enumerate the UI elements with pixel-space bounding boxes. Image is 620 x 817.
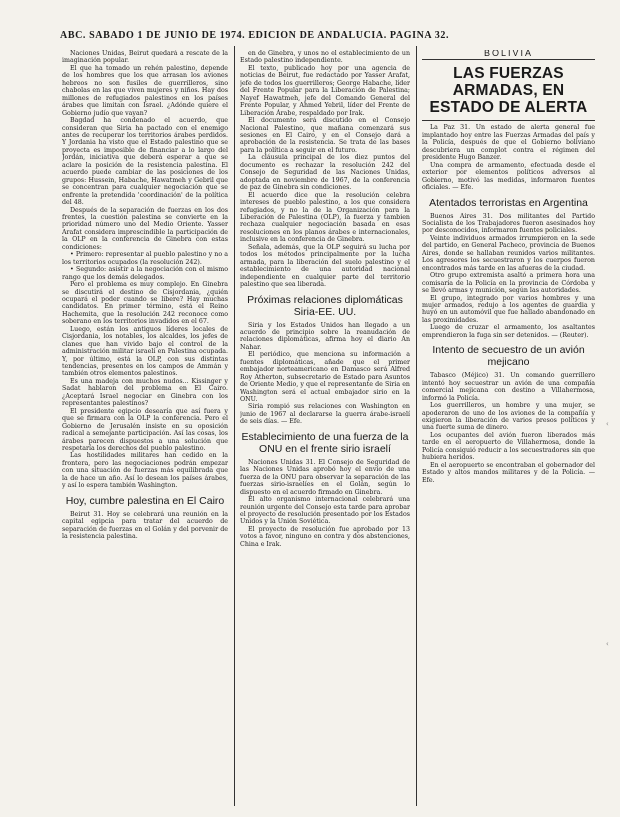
paragraph: Una compra de armamento, efectuada desde el exterior por elementos políticos adversos al Gobierno, motivó las medidas, informaron fuentes oficiales. — Efe. <box>422 161 595 192</box>
paragraph: Es una madeja con muchos nudos... Kissinger y Sadat hablaron del problema en El Cairo. ¿Aceptará Israel negociar en Ginebra con los representantes palestinos? <box>62 377 228 408</box>
paragraph: Siria y los Estados Unidos han llegado a un acuerdo de principio sobre la reanudación de relaciones diplomáticas, afirma hoy el diario An Nahar. <box>240 321 410 351</box>
divider-line <box>422 59 595 60</box>
divider-line <box>422 120 595 121</box>
paragraph: Pero el problema es muy complejo. En Ginebra se discutirá el destino de Cisjordania, ¿quién ocupará el poder cuando se libere? Hay muchas candidatos. En primer término, está el Reino Hachemita, que la resolución 242 reconoce como soberano en los territorios invadidos en el 67. <box>62 281 228 326</box>
margin-mark: ‹ <box>606 420 609 428</box>
page-header: ABC. SABADO 1 DE JUNIO DE 1974. EDICION DE ANDALUCIA. PAGINA 32. <box>60 30 450 41</box>
article-headline: Establecimiento de una fuerza de la ONU en el frente sirio israelí <box>241 430 409 455</box>
paragraph: Siria rompió sus relaciones con Washington en junio de 1967 al declararse la guerra árabe-israelí de seis días. — Efe. <box>240 403 410 426</box>
paragraph: Tabasco (Méjico) 31. Un comando guerrillero intentó hoy secuestrar un avión de una compañía comercial mejicana con destino a Villahermosa, informó la Policía. <box>422 372 595 402</box>
paragraph: en de Ginebra, y unos no el establecimiento de un Estado palestino independiente. <box>240 50 410 65</box>
paragraph: El presidente egipcio desearía que así fuera y que se firmara con la OLP la conferencia. Pero el Gobierno de Jerusalén insiste en su oposición radical a semejante participación. Así las cosas, los árabes parecen dispuestos a una solución que respetaría los derechos del pueblo palestino. <box>62 407 228 453</box>
margin-mark: ‹ <box>606 640 609 648</box>
paragraph: El texto, publicado hoy por una agencia de noticias de Beirut, fue redactado por Yasser Arafat, jefe de todos los guerrilleros; George Habache, líder del Frente Popular para la Liberación de Palestina; Nayef Hawatmeh, jefe del Comando General del Frente Popular, y Ahmed Yebril, líder del Frente de Liberación Árabe, respaldado por Irak. <box>240 64 410 117</box>
paragraph: Naciones Unidas 31. El Consejo de Seguridad de las Naciones Unidas aprobó hoy el envío de una fuerza de la ONU para observar la separación de las fuerzas sirio-israelíes en el Golán, según lo dispuesto en el acuerdo firmado en Ginebra. <box>240 458 410 496</box>
paragraph: Señala, además, que la OLP seguirá su lucha por todos los métodos principalmente por la lucha armada, para la liberación del suelo palestino y el establecimiento de una autoridad nacional independiente en cualquier parte del territorio palestino que sea liberada. <box>240 243 410 289</box>
paragraph: Las hostilidades militares han cedido en la frontera, pero las negociaciones podrán empezar con una situación de fuerzas más equilibrada que la de hace un año. Así lo desean los países árabes, y así lo espera también Washington. <box>62 452 228 490</box>
paragraph: Luego de cruzar el armamento, los asaltantes emprendieron la fuga sin ser detenidos. — (Reuter). <box>422 324 595 339</box>
article-headline: Próximas relaciones diplomáticas Siria-EE. UU. <box>247 293 403 318</box>
column-2 <box>240 50 410 805</box>
paragraph: La cláusula principal de los diez puntos del documento es rechazar la resolución 242 del Consejo de Seguridad de las Naciones Unidas, adoptada en noviembre de 1967, de la conferencia de paz de Ginebra sin condiciones. <box>240 154 410 192</box>
paragraph: Los guerrilleros, un hombre y una mujer, se apoderaron de uno de los aviones de la compañía y exigieron la liberación de varios presos políticos y una fuerte suma de dinero. <box>422 402 595 432</box>
main-headline: LAS FUERZAS ARMADAS, EN ESTADO DE ALERTA <box>429 65 588 117</box>
section-kicker: BOLIVIA <box>483 50 533 58</box>
paragraph: El periódico, que menciona su información a fuentes diplomáticas, añade que el primer embajador norteamericano en Damasco será Alfred Roy Atherton, subsecretario de Estado para Asuntos de Oriente Medio, y que el representante de Siria en Washington será el actual embajador sirio en la ONU. <box>240 351 410 404</box>
article-headline: Atentados terroristas en Argentina <box>429 196 588 209</box>
paragraph: El grupo, integrado por varios hombres y una mujer armados, redujo a los agentes de guardia y huyó en un automóvil que fue hallado abandonado en las proximidades. <box>422 294 595 324</box>
column-1 <box>62 50 228 805</box>
paragraph: Luego, están los antiguos líderes locales de Cisjordania, los notables, los alcaldes, los jefes de clanes que han vivido bajo el control de la administración militar israelí en Palestina ocupada. Y, por último, está la OLP, con sus distintas tendencias, presentes en los campos de Ammán y también otros elementos palestinos. <box>62 325 228 378</box>
paragraph: El que ha tomado un rehén palestino, depende de los hombres que los que arrasan los aviones hebreos no son fusiles de guerrilleros, sino chabolas en las que viven mujeres y niños. Hay dos millones de refugiados palestinos en los países árabes que limitan con Israel. ¿Adónde quiere el Gobierno judío que vayan? <box>62 64 228 117</box>
article-headline: Intento de secuestro de un avión mejicano <box>432 344 585 369</box>
paragraph: El proyecto de resolución fue aprobado por 13 votos a favor, ninguno en contra y dos abstenciones, China e Irak. <box>240 525 410 548</box>
paragraph: La Paz 31. Un estado de alerta general fue implantado hoy entre las Fuerzas Armadas del país y la Policía, después de que el Gobierno boliviano descubriera un complot contra el régimen del presidente Hugo Banzer. <box>422 124 595 162</box>
column-divider <box>416 46 417 806</box>
paragraph: Los ocupantes del avión fueron liberados más tarde en el aeropuerto de Villahermosa, donde la Policía consiguió reducir a los secuestradores sin que hubiera heridos. <box>422 431 595 462</box>
paragraph: Buenos Aires 31. Dos militantes del Partido Socialista de los Trabajadores fueron asesinados hoy por desconocidos, informaron fuentes policiales. <box>422 212 595 235</box>
paragraph: En el aeropuerto se encontraban el gobernador del Estado y altos mandos militares y de la Policía. — Efe. <box>422 461 595 484</box>
paragraph: Otro grupo extremista asaltó a primera hora una comisaría de la Policía en la provincia de Córdoba y se llevó armas y munición, según las autoridades. <box>422 272 595 295</box>
paragraph: Veinte individuos armados irrumpieron en la sede del partido, en General Pacheco, provincia de Buenos Aires, donde se hallaban reunidos varios militantes. Los agresores los secuestraron y los cuerpos fueron encontrados más tarde en las afueras de la ciudad. <box>422 234 595 272</box>
article-headline: Hoy, cumbre palestina en El Cairo <box>65 494 225 507</box>
paragraph: Después de la separación de fuerzas en los dos frentes, la cuestión palestina se convierte en la prioridad número uno del Medio Oriente. Yasser Arafat considera imprescindible la participación de la OLP en la conferencia de Ginebra con estas condiciones: <box>62 206 228 251</box>
paragraph: Beirut 31. Hoy se celebrará una reunión en la capital egipcia para tratar del acuerdo de separación de fuerzas en el Golán y del porvenir de la resistencia palestina. <box>62 510 228 541</box>
paragraph: El acuerdo dice que la resolución celebra intereses de pueblo palestino, a los que considera refugiados, y no la de la Organización para la Liberación de Palestina (OLP), la fuerza y tambien rechaza cualquier negociación basada en esas resoluciones en los planos árabes e internacionales, inclusive en la conferencia de Ginebra. <box>240 191 410 244</box>
paragraph: El alto organismo internacional celebrará una reunión urgente del Consejo esta tarde para aprobar el proyecto de resolución presentado por los Estados Unidos y la Unión Soviética. <box>240 496 410 526</box>
paragraph: Bagdad ha condenado el acuerdo, que consideran que Siria ha pactado con el enemigo antes de recuperar los territorios árabes perdidos. Y Jordania ha visto que el Estado palestino que se proyecta es imposible de financiar a lo largo del Jordán, iniciativa que deberá esperar a que se aclare la posición de la resistencia palestina. El acuerdo puede cambiar de las posiciones de los grupos: Hussein, Habache, Hawatmeh y Gebril que se concentran para cualquier negociación que se enfrente la pretendida 'coordinación' de la política del 48. <box>62 117 228 207</box>
paragraph: • Segundo: asistir a la negociación con el mismo rango que los demás delegados. <box>62 266 228 281</box>
paragraph: El documento será discutido en el Consejo Nacional Palestino, que mañana comenzará sus sesiones en El Cairo, y en el Consejo dará a aprobación de la resistencia. Se trata de las bases para la política a seguir en el futuro. <box>240 117 410 154</box>
column-3 <box>422 50 595 805</box>
column-divider <box>234 46 235 806</box>
paragraph: Naciones Unidas, Beirut quedará a rescate de la imaginación popular. <box>62 50 228 65</box>
paragraph: • Primero: representar al pueblo palestino y no a los territorios ocupados (la resolución 242). <box>62 251 228 266</box>
